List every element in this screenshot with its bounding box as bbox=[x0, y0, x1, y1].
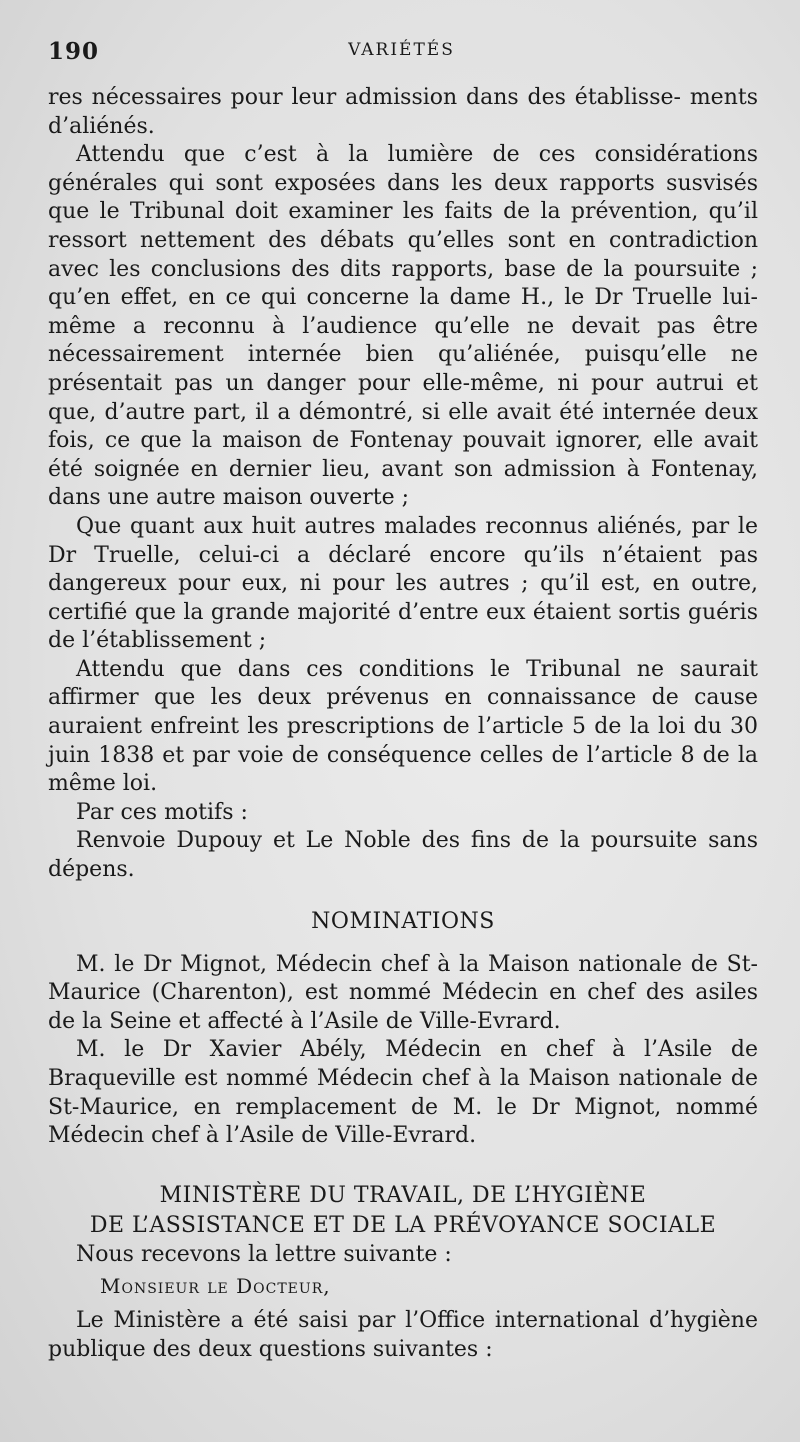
paragraph-intro: Nous recevons la lettre suivante : bbox=[76, 1241, 452, 1267]
page-body bbox=[48, 84, 758, 1365]
section-heading-ministry-line2: DE L’ASSISTANCE ET DE LA PRÉVOYANCE SOCIALE bbox=[89, 1212, 717, 1238]
paragraph-nomination-abely: M. le Dr Xavier Abély, Médecin en chef à l’Asile de Braqueville est nommé Médecin chef à la Maison nationale de St-Maurice, en remplacement de M. le Dr Mignot, nommé Médecin chef à l’Asile de Ville-Evrard. bbox=[48, 1037, 758, 1149]
letter-salutation: Monsieur le Docteur, bbox=[100, 1274, 331, 1299]
paragraph-nomination-mignot: M. le Dr Mignot, Médecin chef à la Maison nationale de St-Maurice (Charenton), est nommé Médecin en chef des asiles de la Seine et affecté à l’Asile de Ville-Evrard. bbox=[48, 951, 758, 1034]
paragraph-que-quant: Que quant aux huit autres malades reconnus aliénés, par le Dr Truelle, celui-ci a déclaré encore qu’ils n’étaient pas dangereux pour eux, ni pour les autres ; qu’il est, en outre, certifié que la grande majorité d’entre eux étaient sortis guéris de l’établissement ; bbox=[48, 513, 758, 654]
paragraph-attendu-2: Attendu que dans ces conditions le Tribunal ne saurait affirmer que les deux prévenus en connaissance de cause auraient enfreint les prescriptions de l’article 5 de la loi du 30 juin 1838 et par voie de conséquence celles de l’article 8 de la même loi. bbox=[48, 656, 758, 797]
paragraph-attendu-1: Attendu que c’est à la lumière de ces considérations générales qui sont exposées dans les deux rapports susvisés que le Tribunal doit examiner les faits de la prévention, qu’il ressort nettement des débats qu’elles sont en contradiction avec les conclusions des dits rapports, base de la poursuite ; qu’en effet, en ce qui concerne la dame H., le Dr Truelle lui-même a reconnu à l’audience qu’elle ne devait pas être nécessairement internée bien qu’aliénée, puisqu’elle ne présentait pas un danger pour elle-même, ni pour autrui et que, d’autre part, il a démontré, si elle avait été internée deux fois, ce que la maison de Fontenay pouvait ignorer, elle avait été soignée en dernier lieu, avant son admission à Fontenay, dans une autre maison ouverte ; bbox=[48, 142, 758, 511]
running-head: VARIÉTÉS bbox=[348, 40, 455, 60]
page-number: 190 bbox=[48, 38, 100, 65]
paragraph-letter: Le Ministère a été saisi par l’Office international d’hygiène publique des deux questions suivantes : bbox=[48, 1308, 758, 1362]
section-heading-nominations: NOMINATIONS bbox=[311, 908, 495, 934]
section-heading-ministry-line1: MINISTÈRE DU TRAVAIL, DE L’HYGIÈNE bbox=[159, 1182, 647, 1208]
paragraph-renvoie: Renvoie Dupouy et Le Noble des fins de la poursuite sans dépens. bbox=[48, 828, 758, 883]
paragraph-par-ces-motifs: Par ces motifs : bbox=[76, 799, 248, 825]
paragraph-continuation: res nécessaires pour leur admission dans des établisse- ments d’aliénés. bbox=[48, 85, 758, 139]
page-header bbox=[48, 38, 755, 70]
